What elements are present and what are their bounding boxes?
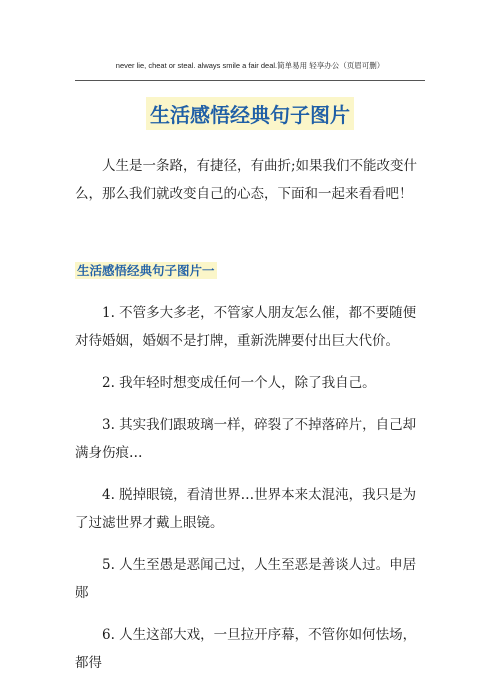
- document-body: [75, 152, 428, 691]
- list-item: 2. 我年轻时想变成任何一个人，除了我自己。: [102, 375, 376, 391]
- list-item: 4. 脱掉眼镜，看清世界…世界本来太混沌，我只是为了过滤世界才戴上眼镜。: [75, 487, 417, 531]
- list-item: 1. 不管多大多老，不管家人朋友怎么催，都不要随便对待婚姻，婚姻不是打牌，重新洗牌要付出巨大代价。: [75, 305, 417, 349]
- list-item: 6. 人生这部大戏，一旦拉开序幕，不管你如何怯场，都得: [75, 627, 417, 671]
- header-divider: [75, 80, 425, 81]
- page-header: never lie, cheat or steal. always smile a fair deal.简单易用 轻享办公（页眉可删）: [115, 61, 385, 70]
- section-heading-text: 生活感悟经典句子图片一: [77, 263, 215, 278]
- list-item: 5. 人生至愚是恶闻己过，人生至恶是善谈人过。申居郧: [75, 557, 417, 601]
- list-item: 3. 其实我们跟玻璃一样，碎裂了不掉落碎片，自己却满身伤痕…: [75, 417, 417, 461]
- document-title-text: 生活感悟经典句子图片: [146, 97, 354, 130]
- section-heading: [75, 257, 428, 285]
- intro-paragraph: 人生是一条路，有捷径，有曲折;如果我们不能改变什么，那么我们就改变自己的心态，下面和一起来看看吧！: [75, 158, 418, 202]
- document-title: [0, 97, 500, 130]
